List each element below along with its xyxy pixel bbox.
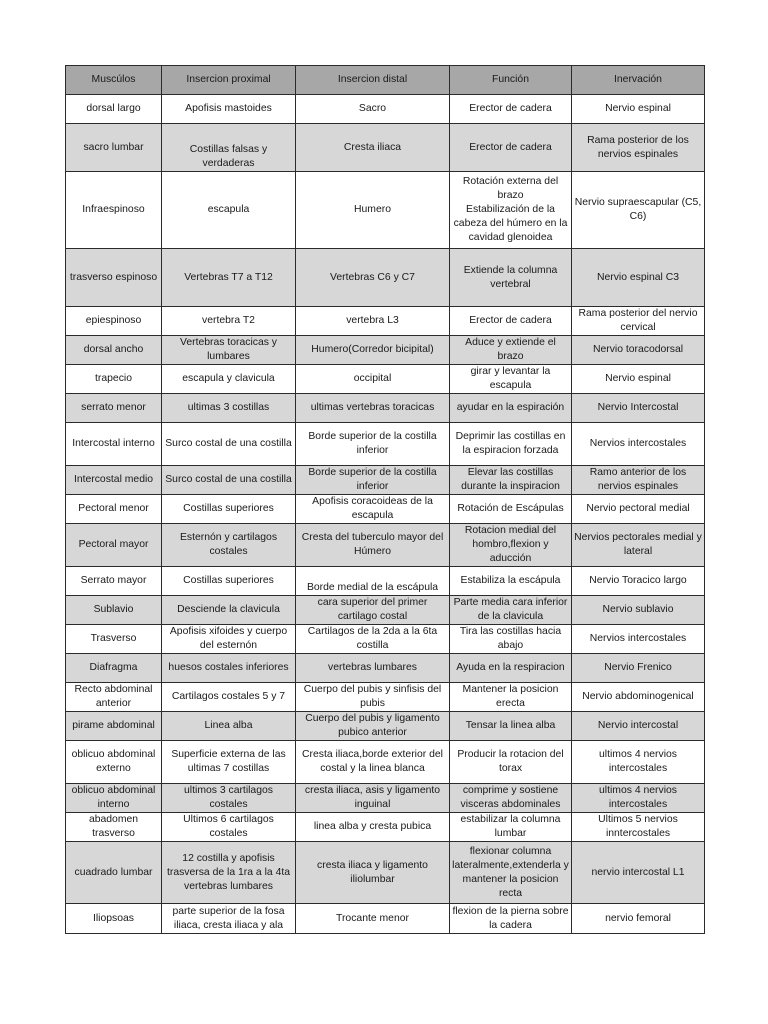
table-row — [66, 654, 705, 683]
cell-insercion-proximal: Vertebras T7 a T12 — [162, 249, 296, 307]
table-row — [66, 625, 705, 654]
cell-inervacion: Nervio Frenico — [572, 654, 705, 683]
cell-insercion-proximal: Ultimos 6 cartilagos costales — [162, 813, 296, 842]
cell-insercion-distal: Cresta iliaca — [296, 124, 450, 172]
cell-insercion-proximal: Costillas superiores — [162, 567, 296, 596]
document-page — [65, 65, 704, 932]
cell-insercion-distal: Humero — [296, 172, 450, 249]
cell-insercion-distal: linea alba y cresta pubica — [296, 813, 450, 842]
cell-musculo: Sublavio — [66, 596, 162, 625]
cell-funcion: Estabiliza la escápula — [450, 567, 572, 596]
table-row — [66, 495, 705, 524]
cell-insercion-proximal: Surco costal de una costilla — [162, 423, 296, 466]
table-row — [66, 842, 705, 904]
table-row — [66, 784, 705, 813]
cell-insercion-proximal: parte superior de la fosa iliaca, cresta iliaca y ala — [162, 904, 296, 934]
cell-funcion: girar y levantar la escapula — [450, 365, 572, 394]
cell-insercion-distal: Borde superior de la costilla inferior — [296, 423, 450, 466]
cell-inervacion: ultimos 4 nervios intercostales — [572, 741, 705, 784]
table-row — [66, 524, 705, 567]
table-row — [66, 307, 705, 336]
header-insercion-distal: Insercion distal — [296, 66, 450, 95]
cell-insercion-proximal: Desciende la clavicula — [162, 596, 296, 625]
cell-funcion: Parte media cara inferior de la clavicula — [450, 596, 572, 625]
cell-musculo: trasverso espinoso — [66, 249, 162, 307]
cell-funcion: Rotación de Escápulas — [450, 495, 572, 524]
cell-musculo: pirame abdominal — [66, 712, 162, 741]
cell-inervacion: Nervios intercostales — [572, 625, 705, 654]
cell-musculo: Trasverso — [66, 625, 162, 654]
cell-insercion-proximal: 12 costilla y apofisis trasversa de la 1ra a la 4ta vertebras lumbares — [162, 842, 296, 904]
cell-inervacion: Nervio abdominogenical — [572, 683, 705, 712]
funcion-line: Rotación externa del brazo — [462, 176, 559, 201]
cell-inervacion: nervio intercostal L1 — [572, 842, 705, 904]
cell-funcion: Mantener la posicion erecta — [450, 683, 572, 712]
cell-musculo: serrato menor — [66, 394, 162, 423]
cell-insercion-distal: Humero(Corredor bicipital) — [296, 336, 450, 365]
cell-inervacion: Nervio espinal — [572, 95, 705, 124]
table-row — [66, 596, 705, 625]
cell-insercion-proximal: Costillas superiores — [162, 495, 296, 524]
cell-inervacion: Nervios pectorales medial y lateral — [572, 524, 705, 567]
cell-insercion-distal: Cartilagos de la 2da a la 6ta costilla — [296, 625, 450, 654]
cell-inervacion: Nervio toracodorsal — [572, 336, 705, 365]
cell-musculo: Serrato mayor — [66, 567, 162, 596]
cell-funcion: Elevar las costillas durante la inspiracion — [450, 466, 572, 495]
cell-funcion: Extiende la columna vertebral — [450, 249, 572, 307]
cell-insercion-distal: cresta iliaca, asis y ligamento inguinal — [296, 784, 450, 813]
cell-funcion: Aduce y extiende el brazo — [450, 336, 572, 365]
cell-funcion: Rotacion medial del hombro,flexion y aducción — [450, 524, 572, 567]
cell-inervacion: Nervio espinal C3 — [572, 249, 705, 307]
cell-insercion-proximal: ultimos 3 cartilagos costales — [162, 784, 296, 813]
cell-musculo: dorsal ancho — [66, 336, 162, 365]
cell-inervacion: Ramo anterior de los nervios espinales — [572, 466, 705, 495]
cell-funcion: Ayuda en la respiracion — [450, 654, 572, 683]
table-row — [66, 249, 705, 307]
table-row — [66, 466, 705, 495]
cell-funcion: Erector de cadera — [450, 124, 572, 172]
cell-inervacion: Nervio Intercostal — [572, 394, 705, 423]
cell-musculo: cuadrado lumbar — [66, 842, 162, 904]
cell-inervacion: Rama posterior del nervio cervical — [572, 307, 705, 336]
cell-funcion: comprime y sostiene visceras abdominales — [450, 784, 572, 813]
table-row — [66, 124, 705, 172]
table-row — [66, 904, 705, 934]
table-row — [66, 712, 705, 741]
cell-musculo: oblicuo abdominal interno — [66, 784, 162, 813]
header-musculos: Muscúlos — [66, 66, 162, 95]
table-row — [66, 567, 705, 596]
cell-insercion-distal: cara superior del primer cartilago costal — [296, 596, 450, 625]
cell-insercion-proximal: ultimas 3 costillas — [162, 394, 296, 423]
funcion-line: Estabilización de la cabeza del húmero en la cavidad glenoidea — [453, 204, 568, 243]
cell-musculo: trapecio — [66, 365, 162, 394]
cell-insercion-proximal: escapula — [162, 172, 296, 249]
header-funcion: Función — [450, 66, 572, 95]
cell-musculo: epiespinoso — [66, 307, 162, 336]
cell-funcion: Producir la rotacion del torax — [450, 741, 572, 784]
table-row — [66, 813, 705, 842]
table-header-row — [66, 66, 705, 95]
cell-insercion-proximal: Apofisis mastoides — [162, 95, 296, 124]
cell-inervacion: Rama posterior de los nervios espinales — [572, 124, 705, 172]
table-row — [66, 683, 705, 712]
cell-inervacion: ultimos 4 nervios intercostales — [572, 784, 705, 813]
cell-musculo: Iliopsoas — [66, 904, 162, 934]
table-row — [66, 365, 705, 394]
cell-insercion-distal: Borde medial de la escápula — [296, 567, 450, 596]
cell-insercion-distal: Borde superior de la costilla inferior — [296, 466, 450, 495]
table-row — [66, 394, 705, 423]
table-row — [66, 95, 705, 124]
cell-funcion: estabilizar la columna lumbar — [450, 813, 572, 842]
cell-musculo: Infraespinoso — [66, 172, 162, 249]
cell-inervacion: Nervio sublavio — [572, 596, 705, 625]
cell-inervacion: Nervio espinal — [572, 365, 705, 394]
cell-funcion: Deprimir las costillas en la espiracion forzada — [450, 423, 572, 466]
table-row — [66, 423, 705, 466]
cell-insercion-distal: Cuerpo del pubis y ligamento pubico anterior — [296, 712, 450, 741]
cell-musculo: Pectoral menor — [66, 495, 162, 524]
cell-funcion — [450, 172, 572, 249]
table-row — [66, 741, 705, 784]
cell-funcion: Erector de cadera — [450, 95, 572, 124]
cell-insercion-distal: occipital — [296, 365, 450, 394]
cell-inervacion: Nervios intercostales — [572, 423, 705, 466]
cell-insercion-distal: vertebras lumbares — [296, 654, 450, 683]
cell-inervacion: Nervio pectoral medial — [572, 495, 705, 524]
table-row — [66, 336, 705, 365]
cell-inervacion: Nervio intercostal — [572, 712, 705, 741]
header-inervacion: Inervación — [572, 66, 705, 95]
cell-insercion-proximal: Superficie externa de las ultimas 7 costillas — [162, 741, 296, 784]
cell-musculo: Pectoral mayor — [66, 524, 162, 567]
cell-insercion-proximal: Linea alba — [162, 712, 296, 741]
cell-insercion-proximal: Apofisis xifoides y cuerpo del esternón — [162, 625, 296, 654]
cell-funcion: Tensar la linea alba — [450, 712, 572, 741]
cell-insercion-distal: cresta iliaca y ligamento iliolumbar — [296, 842, 450, 904]
cell-insercion-distal: Sacro — [296, 95, 450, 124]
cell-funcion: ayudar en la espiración — [450, 394, 572, 423]
cell-insercion-distal: vertebra L3 — [296, 307, 450, 336]
cell-insercion-distal: Cuerpo del pubis y sinfisis del pubis — [296, 683, 450, 712]
cell-insercion-proximal: Esternón y cartilagos costales — [162, 524, 296, 567]
cell-insercion-distal: Vertebras C6 y C7 — [296, 249, 450, 307]
cell-inervacion: Nervio supraescapular (C5, C6) — [572, 172, 705, 249]
cell-insercion-distal: Trocante menor — [296, 904, 450, 934]
cell-insercion-distal: Apofisis coracoideas de la escapula — [296, 495, 450, 524]
cell-insercion-proximal: escapula y clavicula — [162, 365, 296, 394]
cell-funcion: flexion de la pierna sobre la cadera — [450, 904, 572, 934]
cell-musculo: Intercostal medio — [66, 466, 162, 495]
cell-musculo: Intercostal interno — [66, 423, 162, 466]
cell-inervacion: nervio femoral — [572, 904, 705, 934]
cell-funcion: flexionar columna lateralmente,extenderla y mantener la posicion recta — [450, 842, 572, 904]
cell-funcion: Erector de cadera — [450, 307, 572, 336]
cell-musculo: sacro lumbar — [66, 124, 162, 172]
cell-insercion-proximal: Costillas falsas y verdaderas — [162, 124, 296, 172]
cell-insercion-proximal: Cartilagos costales 5 y 7 — [162, 683, 296, 712]
cell-funcion: Tira las costillas hacia abajo — [450, 625, 572, 654]
header-insercion-proximal: Insercion proximal — [162, 66, 296, 95]
cell-musculo: dorsal largo — [66, 95, 162, 124]
cell-musculo: Diafragma — [66, 654, 162, 683]
cell-inervacion: Nervio Toracico largo — [572, 567, 705, 596]
muscle-table — [65, 65, 705, 934]
table-row — [66, 172, 705, 249]
cell-insercion-proximal: Surco costal de una costilla — [162, 466, 296, 495]
cell-insercion-proximal: Vertebras toracicas y lumbares — [162, 336, 296, 365]
cell-musculo: oblicuo abdominal externo — [66, 741, 162, 784]
cell-insercion-distal: Cresta iliaca,borde exterior del costal y la linea blanca — [296, 741, 450, 784]
cell-inervacion: Ultimos 5 nervios inntercostales — [572, 813, 705, 842]
cell-musculo: Recto abdominal anterior — [66, 683, 162, 712]
cell-musculo: abadomen trasverso — [66, 813, 162, 842]
cell-insercion-proximal: huesos costales inferiores — [162, 654, 296, 683]
cell-insercion-proximal: vertebra T2 — [162, 307, 296, 336]
cell-insercion-distal: ultimas vertebras toracicas — [296, 394, 450, 423]
cell-insercion-distal: Cresta del tuberculo mayor del Húmero — [296, 524, 450, 567]
